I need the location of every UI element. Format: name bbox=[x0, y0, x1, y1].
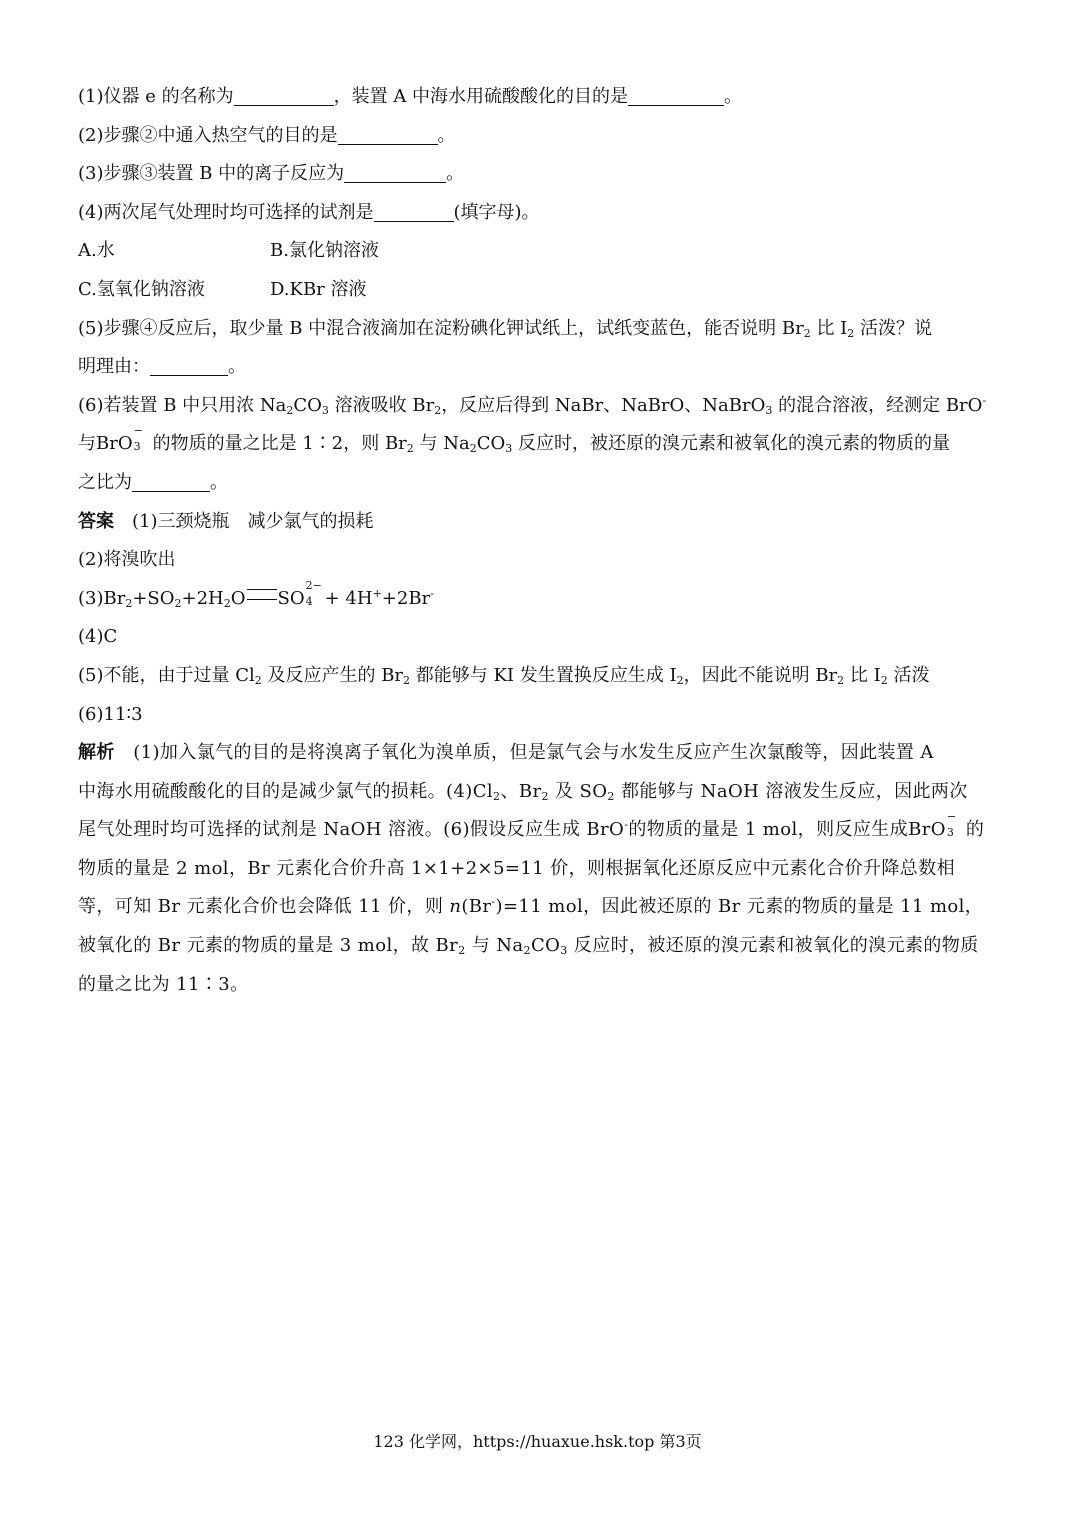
answer-5-text: 比 I bbox=[844, 664, 881, 686]
answer-line-1 bbox=[78, 503, 998, 542]
question-3-text-b: 。 bbox=[446, 163, 465, 185]
options-row-2 bbox=[78, 271, 998, 310]
answer-2: (2)将溴吹出 bbox=[78, 549, 176, 571]
analysis-block bbox=[78, 734, 998, 1004]
analysis-line-4 bbox=[78, 850, 998, 889]
question-5-text: 明理由： bbox=[78, 356, 150, 378]
question-6-line-2 bbox=[78, 425, 998, 464]
answer-5-text: 及反应产生的 Br bbox=[261, 664, 404, 686]
answer-5-text: ，因此不能说明 Br bbox=[683, 664, 838, 686]
subscript: 3 bbox=[133, 440, 141, 454]
question-6-line-3 bbox=[78, 464, 998, 503]
question-5-line-2 bbox=[78, 348, 998, 387]
question-5-text: 活泼？说 bbox=[854, 317, 933, 339]
answer-3-text: O bbox=[230, 587, 246, 609]
question-6-text: 之比为 bbox=[78, 471, 132, 493]
superscript: − bbox=[946, 810, 957, 824]
question-2-text-a: (2)步骤②中通入热空气的目的是 bbox=[78, 124, 338, 146]
analysis-text: 中海水用硫酸酸化的目的是减少氯气的损耗。(4)Cl bbox=[78, 780, 494, 802]
answer-blank bbox=[338, 124, 438, 145]
analysis-text: 都能够与 NaOH 溶液发生反应，因此两次 bbox=[614, 780, 968, 802]
answer-blank bbox=[132, 471, 210, 492]
answer-line-2 bbox=[78, 541, 998, 580]
option-c: C.氢氧化钠溶液 bbox=[78, 278, 205, 300]
question-3 bbox=[78, 155, 998, 194]
question-6-text: 与BrO bbox=[78, 433, 133, 455]
analysis-text: 与 Na bbox=[465, 935, 524, 957]
italic-variable: n bbox=[449, 896, 462, 918]
answer-3-text: SO bbox=[277, 587, 305, 609]
option-d: D.KBr 溶液 bbox=[270, 278, 367, 300]
subscript: 4 bbox=[305, 594, 313, 608]
question-4-text-a: (4)两次尾气处理时均可选择的试剂是 bbox=[78, 201, 374, 223]
option-b: B.氯化钠溶液 bbox=[270, 240, 379, 262]
subscript: 2 bbox=[847, 326, 855, 340]
answer-5-text: 活泼 bbox=[887, 664, 930, 686]
subscript: 3 bbox=[765, 403, 773, 417]
superscript: + bbox=[372, 586, 382, 600]
answer-line-4 bbox=[78, 618, 998, 657]
subscript: 2 bbox=[676, 673, 684, 687]
subscript: 2 bbox=[403, 673, 411, 687]
answer-line-5 bbox=[78, 657, 998, 696]
question-1-text-b: ，装置 A 中海水用硫酸酸化的目的是 bbox=[333, 86, 629, 107]
answer-line-3 bbox=[78, 580, 998, 619]
question-1-text-a: (1)仪器 e 的名称为 bbox=[78, 86, 234, 107]
analysis-label: 解析 bbox=[78, 742, 115, 764]
answer-3-text: (3)Br bbox=[78, 587, 126, 609]
question-6-text: 。 bbox=[210, 471, 228, 493]
superscript: - bbox=[491, 895, 496, 909]
analysis-text: 的物质的量是 1 mol，则反应生成BrO bbox=[628, 819, 946, 841]
question-content bbox=[78, 78, 998, 1004]
subscript: 2 bbox=[406, 442, 414, 456]
equals-sign bbox=[247, 589, 277, 600]
question-6-text: ，反应后得到 NaBr、NaBrO、NaBrO bbox=[441, 394, 766, 416]
question-6-text: CO bbox=[476, 433, 506, 455]
analysis-line-5 bbox=[78, 888, 998, 927]
analysis-line-1 bbox=[78, 734, 998, 773]
answer-3-text: +SO bbox=[132, 587, 175, 609]
analysis-text: 、Br bbox=[500, 780, 542, 802]
question-5-line-1 bbox=[78, 310, 998, 349]
question-6-text: 的物质的量之比是 1∶2，则 Br bbox=[152, 433, 407, 455]
question-5-text: 比 I bbox=[810, 317, 848, 339]
answer-5-text: 都能够与 KI 发生置换反应生成 I bbox=[410, 664, 677, 686]
ion-charge-stack bbox=[305, 578, 325, 608]
answer-4: (4)C bbox=[78, 626, 118, 648]
question-2-text-b: 。 bbox=[437, 124, 456, 146]
ion-charge-stack bbox=[133, 424, 153, 454]
question-6-text: 与 Na bbox=[413, 433, 470, 455]
analysis-text: (1)加入氯气的目的是将溴离子氧化为溴单质，但是氯气会与水发生反应产生次氯酸等，因此装置 A bbox=[114, 742, 934, 764]
subscript: 2 bbox=[607, 789, 615, 803]
question-6-text: 的混合溶液，经测定 BrO bbox=[772, 394, 983, 416]
analysis-line-3 bbox=[78, 811, 998, 850]
question-4-text-b: (填字母)。 bbox=[453, 201, 540, 223]
question-5-text: 。 bbox=[228, 356, 246, 378]
question-5-text: (5)步骤④反应后，取少量 B 中混合液滴加在淀粉碘化钾试纸上，试纸变蓝色，能否说明 Br bbox=[78, 317, 804, 339]
subscript: 3 bbox=[505, 442, 513, 456]
subscript: 2 bbox=[541, 789, 549, 803]
subscript: 3 bbox=[321, 403, 329, 417]
subscript: 2 bbox=[523, 944, 531, 958]
answer-label: 答案 bbox=[78, 510, 114, 532]
options-row-1 bbox=[78, 232, 998, 271]
subscript: 2 bbox=[880, 673, 888, 687]
question-2 bbox=[78, 117, 998, 156]
question-4 bbox=[78, 194, 998, 233]
analysis-text: 等，可知 Br 元素化合价也会降低 11 价，则 bbox=[78, 896, 450, 918]
superscript: 2− bbox=[305, 578, 322, 592]
ion-charge-stack bbox=[946, 810, 966, 840]
analysis-line-2 bbox=[78, 773, 998, 812]
superscript: - bbox=[982, 393, 987, 407]
question-1-text-c: 。 bbox=[724, 86, 743, 107]
answer-1: (1)三颈烧瓶 减少氯气的损耗 bbox=[132, 510, 374, 532]
subscript: 2 bbox=[434, 403, 442, 417]
subscript: 2 bbox=[254, 673, 262, 687]
page-footer: 123 化学网，https://huaxue.hsk.top 第3页 bbox=[373, 1432, 702, 1451]
subscript: 2 bbox=[125, 596, 133, 610]
analysis-text: 反应时，被还原的溴元素和被氧化的溴元素的物质 bbox=[567, 935, 979, 957]
analysis-text: 及 SO bbox=[548, 780, 608, 802]
analysis-text: (Br bbox=[461, 896, 492, 918]
analysis-text: 的量之比为 11∶3。 bbox=[78, 973, 249, 995]
subscript: 2 bbox=[458, 944, 466, 958]
question-6-text: 反应时，被还原的溴元素和被氧化的溴元素的物质的量 bbox=[512, 433, 950, 455]
subscript: 2 bbox=[286, 403, 294, 417]
answer-line-6 bbox=[78, 696, 998, 735]
analysis-line-7 bbox=[78, 966, 998, 1005]
question-6-text: (6)若装置 B 中只用浓 Na bbox=[78, 394, 287, 416]
subscript: 2 bbox=[174, 596, 182, 610]
question-6-text: 溶液吸收 Br bbox=[328, 394, 435, 416]
analysis-text: 被氧化的 Br 元素的物质的量是 3 mol，故 Br bbox=[78, 935, 459, 957]
option-a: A.水 bbox=[78, 240, 115, 262]
question-6-text: CO bbox=[293, 394, 322, 416]
answer-blank bbox=[374, 201, 454, 222]
answer-blank bbox=[234, 85, 334, 106]
analysis-text: CO bbox=[530, 935, 561, 957]
answer-blank bbox=[150, 355, 228, 376]
subscript: 3 bbox=[946, 826, 955, 840]
answer-6: (6)11∶3 bbox=[78, 703, 143, 725]
superscript: - bbox=[624, 818, 629, 832]
analysis-text: )=11 mol，因此被还原的 Br 元素的物质的量是 11 mol， bbox=[495, 896, 984, 918]
question-6-line-1 bbox=[78, 387, 998, 426]
question-1 bbox=[78, 78, 998, 117]
superscript: - bbox=[430, 586, 434, 600]
question-3-text-a: (3)步骤③装置 B 中的离子反应为 bbox=[78, 163, 345, 185]
subscript: 2 bbox=[469, 442, 477, 456]
subscript: 2 bbox=[493, 789, 501, 803]
subscript: 2 bbox=[803, 326, 811, 340]
answer-3-text: +2Br bbox=[381, 587, 431, 609]
analysis-text: 尾气处理时均可选择的试剂是 NaOH 溶液。(6)假设反应生成 BrO bbox=[78, 819, 625, 841]
answer-3-text: + 4H bbox=[324, 587, 373, 609]
answer-5-text: (5)不能，由于过量 Cl bbox=[78, 664, 255, 686]
subscript: 2 bbox=[837, 673, 845, 687]
answer-3-text: +2H bbox=[181, 587, 224, 609]
answer-blank bbox=[628, 85, 724, 106]
subscript: 2 bbox=[223, 596, 231, 610]
analysis-text: 物质的量是 2 mol，Br 元素化合价升高 1×1+2×5=11 价，则根据氧化还原反应中元素化合价升降总数相 bbox=[78, 857, 955, 879]
analysis-line-6 bbox=[78, 927, 998, 966]
subscript: 3 bbox=[560, 944, 568, 958]
superscript: − bbox=[133, 424, 143, 438]
answer-blank bbox=[344, 162, 446, 183]
analysis-text: 的 bbox=[965, 819, 985, 841]
